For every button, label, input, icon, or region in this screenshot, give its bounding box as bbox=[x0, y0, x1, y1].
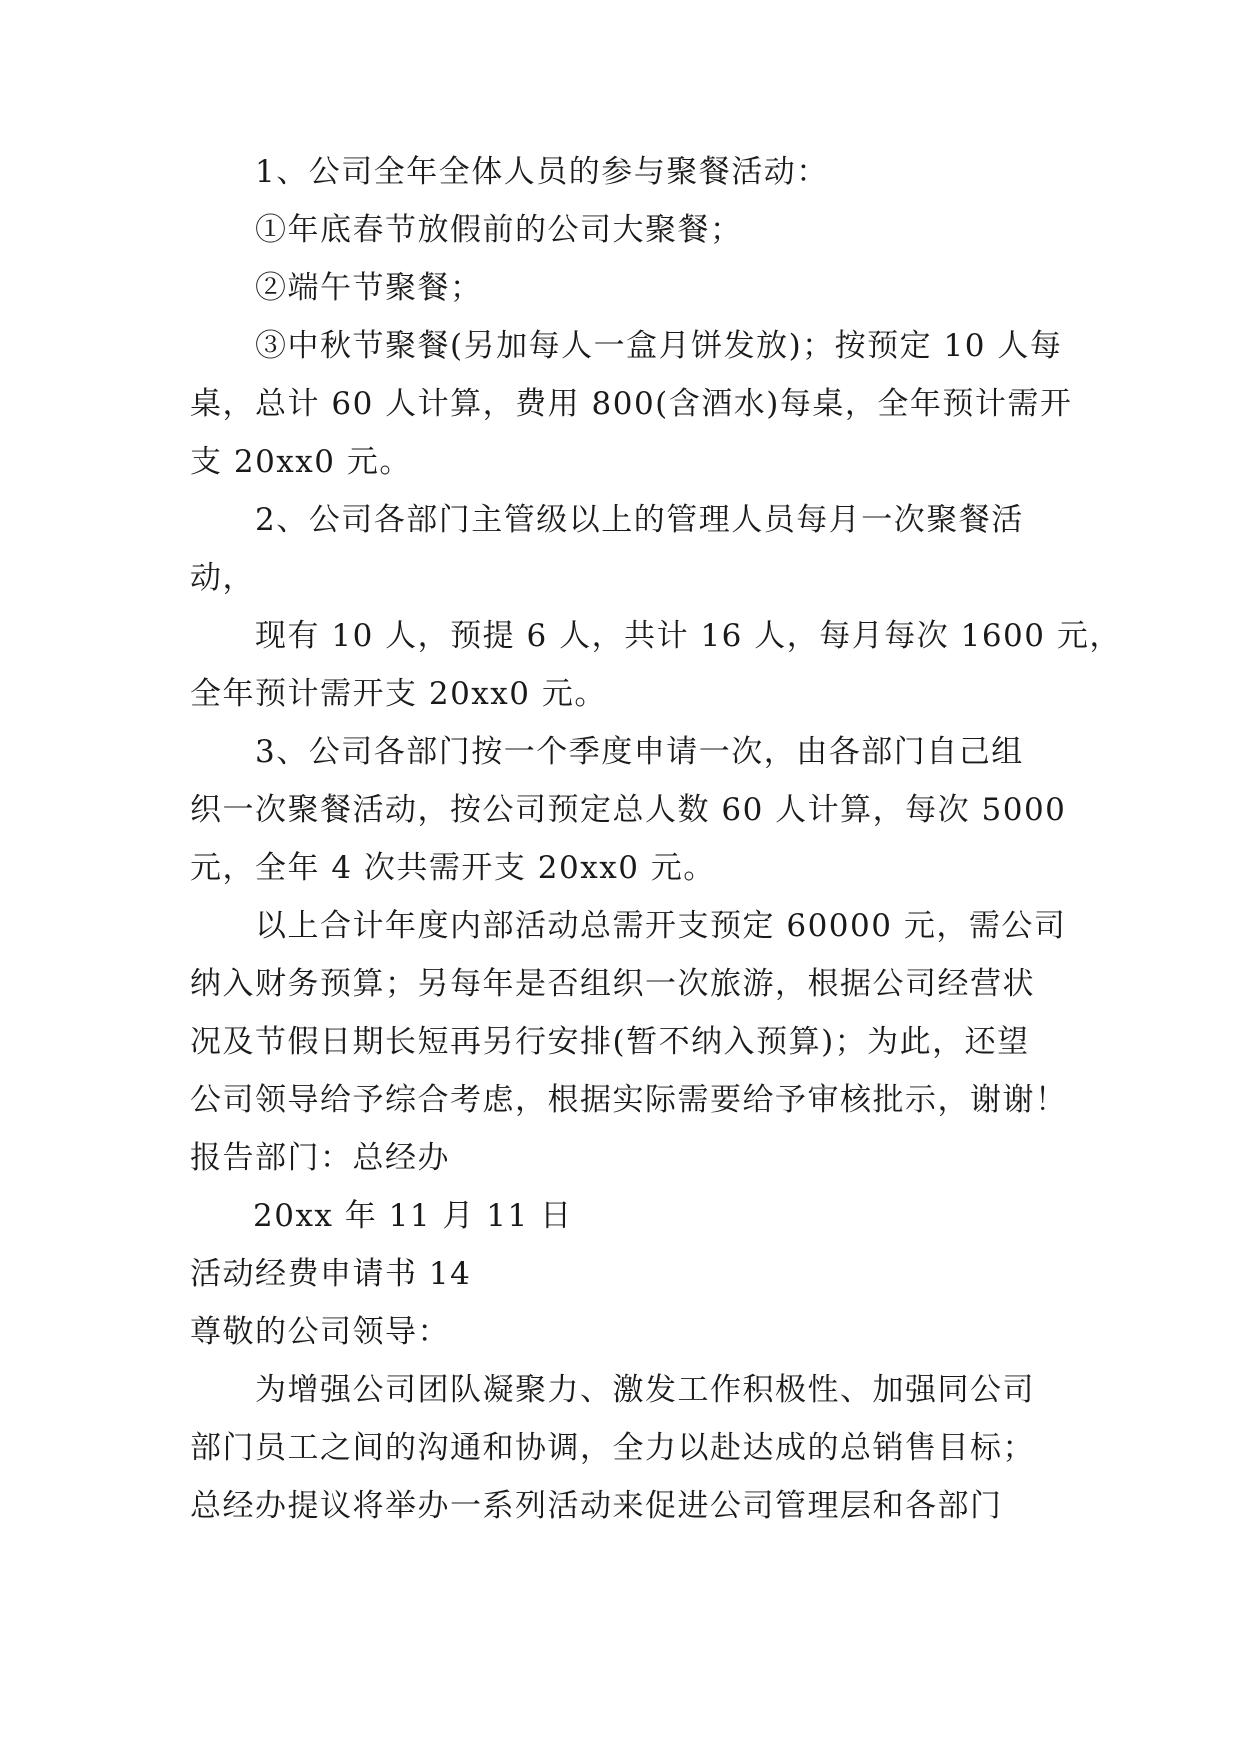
report-date: 20xx 年 11 月 11 日 bbox=[253, 1198, 573, 1234]
paragraph-line: 支 20xx0 元。 bbox=[190, 444, 412, 480]
paragraph-line: 动， bbox=[190, 560, 255, 596]
report-department: 报告部门：总经办 bbox=[190, 1140, 450, 1176]
paragraph-line: ①年底春节放假前的公司大聚餐； bbox=[255, 212, 743, 248]
paragraph-line: 桌，总计 60 人计算，费用 800(含酒水)每桌，全年预计需开 bbox=[190, 386, 1073, 422]
paragraph-line: 以上合计年度内部活动总需开支预定 60000 元，需公司 bbox=[255, 908, 1067, 944]
paragraph-line: 全年预计需开支 20xx0 元。 bbox=[190, 676, 607, 712]
paragraph-line: 部门员工之间的沟通和协调，全力以赴达成的总销售目标； bbox=[190, 1430, 1035, 1466]
section-title: 活动经费申请书 14 bbox=[190, 1256, 472, 1292]
paragraph-line: 织一次聚餐活动，按公司预定总人数 60 人计算，每次 5000 bbox=[190, 792, 1067, 828]
paragraph-line: 3、公司各部门按一个季度申请一次，由各部门自己组 bbox=[255, 734, 1024, 770]
paragraph-line: 为增强公司团队凝聚力、激发工作积极性、加强同公司 bbox=[255, 1372, 1035, 1408]
paragraph-line: 2、公司各部门主管级以上的管理人员每月一次聚餐活 bbox=[255, 502, 1024, 538]
paragraph-line: 现有 10 人，预提 6 人，共计 16 人，每月每次 1600 元， bbox=[255, 618, 1122, 654]
salutation: 尊敬的公司领导： bbox=[190, 1314, 450, 1350]
paragraph-line: 1、公司全年全体人员的参与聚餐活动： bbox=[255, 154, 829, 190]
paragraph-line: 纳入财务预算；另每年是否组织一次旅游，根据公司经营状 bbox=[190, 966, 1035, 1002]
paragraph-line: 总经办提议将举办一系列活动来促进公司管理层和各部门 bbox=[190, 1488, 1003, 1524]
paragraph-line: 况及节假日期长短再另行安排(暂不纳入预算)；为此，还望 bbox=[190, 1024, 1030, 1060]
paragraph-line: ②端午节聚餐； bbox=[255, 270, 483, 306]
paragraph-line: 元，全年 4 次共需开支 20xx0 元。 bbox=[190, 850, 716, 886]
paragraph-line: 公司领导给予综合考虑，根据实际需要给予审核批示，谢谢！ bbox=[190, 1082, 1068, 1118]
paragraph-line: ③中秋节聚餐(另加每人一盒月饼发放)；按预定 10 人每 bbox=[255, 328, 1063, 364]
